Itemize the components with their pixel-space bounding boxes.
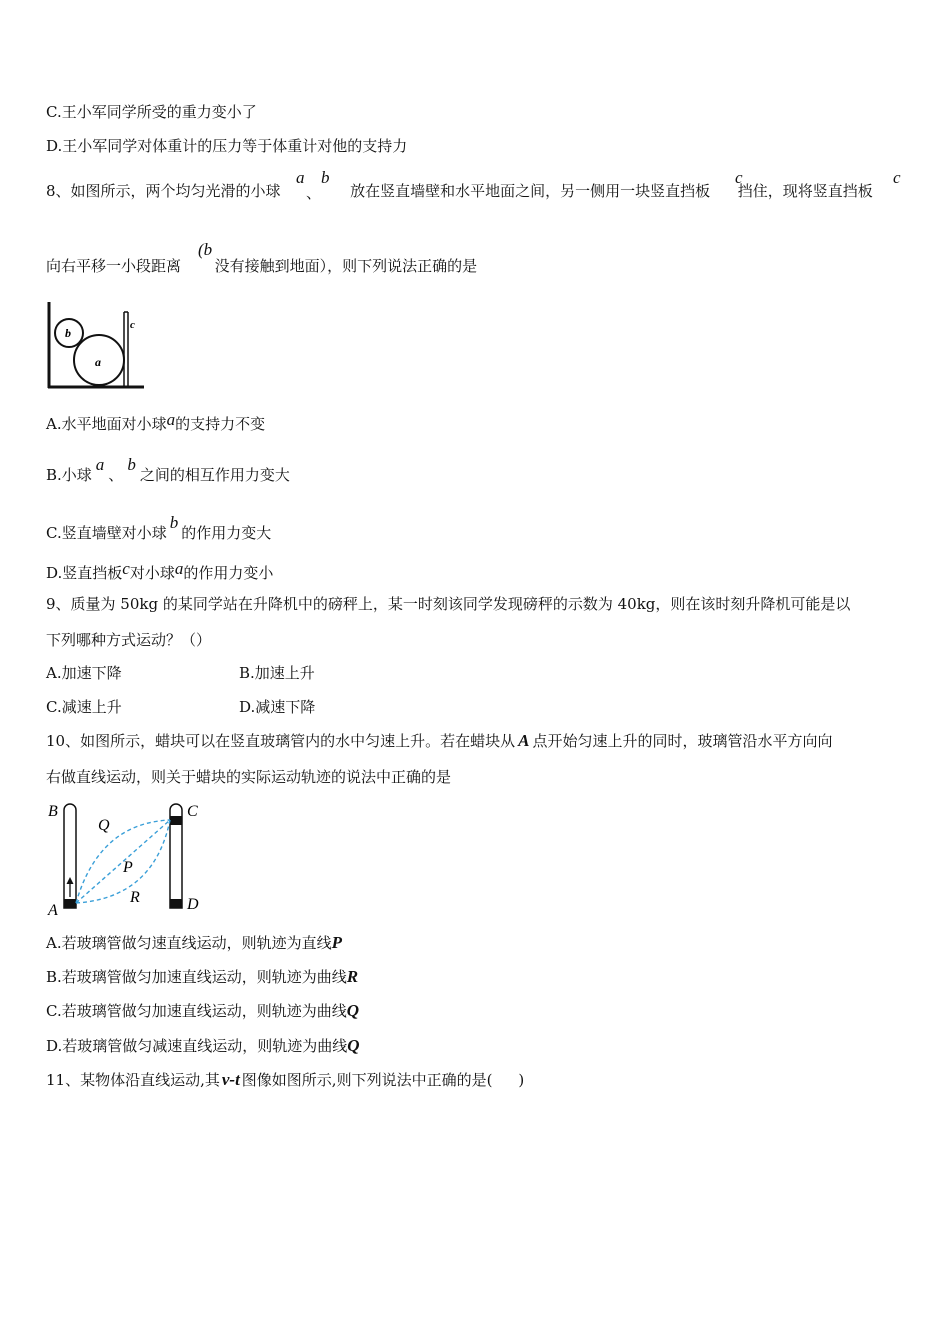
q10-option-b-text: B.若玻璃管做匀加速直线运动，则轨迹为曲线 <box>46 968 347 986</box>
q8-fig-label-c: c <box>130 319 135 331</box>
q10-option-a <box>46 933 342 953</box>
q8-stem-text4: 向右平移一小段距离 <box>46 257 182 275</box>
q8-option-d-text2: 对小球 <box>129 564 175 582</box>
q8-var-c: c <box>735 168 743 187</box>
q7-option-d: D.王小军同学对体重计的压力等于体重计对他的支持力 <box>46 137 408 155</box>
q10-option-c <box>46 1001 359 1021</box>
q8-paren-b: (b <box>198 240 213 259</box>
q10-fig-label-d: D <box>187 896 199 913</box>
q10-stem-line1 <box>46 731 832 751</box>
q8-option-d-var-a: a <box>174 559 184 578</box>
q10-option-d-var: Q <box>347 1036 360 1055</box>
q10-option-b-var: R <box>346 967 359 986</box>
q11-stem-vt: v-t <box>221 1070 240 1089</box>
q10-option-c-var: Q <box>346 1001 359 1020</box>
q8-stem-text1: 8、如图所示，两个均匀光滑的小球 <box>46 182 281 200</box>
q8-figure <box>44 300 148 392</box>
q10-option-d-text: D.若玻璃管做匀减速直线运动，则轨迹为曲线 <box>46 1037 348 1055</box>
q8-option-b-text1: B.小球 <box>46 466 92 484</box>
q8-option-d <box>46 559 273 583</box>
q10-option-b <box>46 967 358 987</box>
q10-option-d <box>46 1036 360 1056</box>
q8-stem-text3: 挡住，现将竖直挡板 <box>737 182 873 200</box>
q8-separator: 、 <box>306 184 322 202</box>
q10-fig-label-a: A <box>48 902 58 918</box>
q7-option-c: C.王小军同学所受的重力变小了 <box>46 103 257 121</box>
q10-option-c-text: C.若玻璃管做匀加速直线运动，则轨迹为曲线 <box>46 1002 347 1020</box>
q8-fig-label-a: a <box>95 355 101 369</box>
q8-option-a-text2: 的支持力不变 <box>175 415 266 433</box>
q8-option-c-var: b <box>169 513 179 532</box>
q10-stem-point-a: A <box>518 731 530 750</box>
q10-fig-label-b: B <box>48 803 58 820</box>
q8-option-b-var-a: a <box>95 455 105 474</box>
q8-stem-line2 <box>46 256 477 276</box>
q8-var-a: a <box>296 168 305 187</box>
q8-option-b-text2: 之间的相互作用力变大 <box>139 466 290 484</box>
q8-option-c-text1: C.竖直墙壁对小球 <box>46 524 167 542</box>
q9-option-c: C.减速上升 <box>46 698 122 716</box>
q8-option-c <box>46 513 271 543</box>
q8-option-d-text3: 的作用力变小 <box>183 564 274 582</box>
q11-stem-text1: 11、某物体沿直线运动,其 <box>46 1071 220 1089</box>
q10-stem-line2: 右做直线运动，则关于蜡块的实际运动轨迹的说法中正确的是 <box>46 768 452 786</box>
q10-option-a-var: P <box>331 933 342 952</box>
q8-fig-label-b: b <box>65 326 71 340</box>
q8-option-a <box>46 410 265 434</box>
q10-stem-text1: 10、如图所示，蜡块可以在竖直玻璃管内的水中匀速上升。若在蜡块从 <box>46 732 516 750</box>
q8-stem-line1 <box>46 181 873 201</box>
q9-option-d: D.减速下降 <box>239 698 316 716</box>
q8-option-b <box>46 455 290 485</box>
q10-fig-label-r: R <box>130 889 140 906</box>
q10-fig-label-q: Q <box>98 817 110 834</box>
q10-figure <box>44 798 214 918</box>
q8-var-b: b <box>321 168 330 187</box>
q8-option-d-var-c: c <box>122 559 130 578</box>
q11-stem <box>46 1070 524 1090</box>
q8-option-c-text2: 的作用力变大 <box>181 524 272 542</box>
q8-option-b-sep: 、 <box>108 466 124 484</box>
q10-fig-label-c: C <box>187 803 198 820</box>
q11-stem-text2: 图像如图所示,则下列说法中正确的是( <box>241 1071 493 1089</box>
q8-var-c-2: c <box>893 168 901 187</box>
q8-stem-text5: 没有接触到地面），则下列说法正确的是 <box>214 257 478 275</box>
q8-option-a-text1: A.水平地面对小球 <box>46 415 167 433</box>
q9-option-a: A.加速下降 <box>46 664 122 682</box>
q10-option-a-text: A.若玻璃管做匀速直线运动，则轨迹为直线 <box>46 934 332 952</box>
q10-fig-label-p: P <box>123 859 133 876</box>
q10-stem-text2: 点开始匀速上升的同时，玻璃管沿水平方向向 <box>532 732 833 750</box>
q8-option-a-var: a <box>166 410 176 429</box>
q8-option-b-var-b: b <box>127 455 136 474</box>
q9-stem-line1: 9、质量为 50kg 的某同学站在升降机中的磅秤上，某一时刻该同学发现磅秤的示数为 40kg，则在该时刻升降机可能是以 <box>46 595 851 613</box>
q9-stem-line2: 下列哪种方式运动？（） <box>46 631 212 649</box>
q9-option-b: B.加速上升 <box>239 664 315 682</box>
q11-stem-text3: ) <box>518 1071 525 1089</box>
q8-option-d-text1: D.竖直挡板 <box>46 564 123 582</box>
q8-stem-text2: 放在竖直墙壁和水平地面之间，另一侧用一块竖直挡板 <box>350 182 711 200</box>
